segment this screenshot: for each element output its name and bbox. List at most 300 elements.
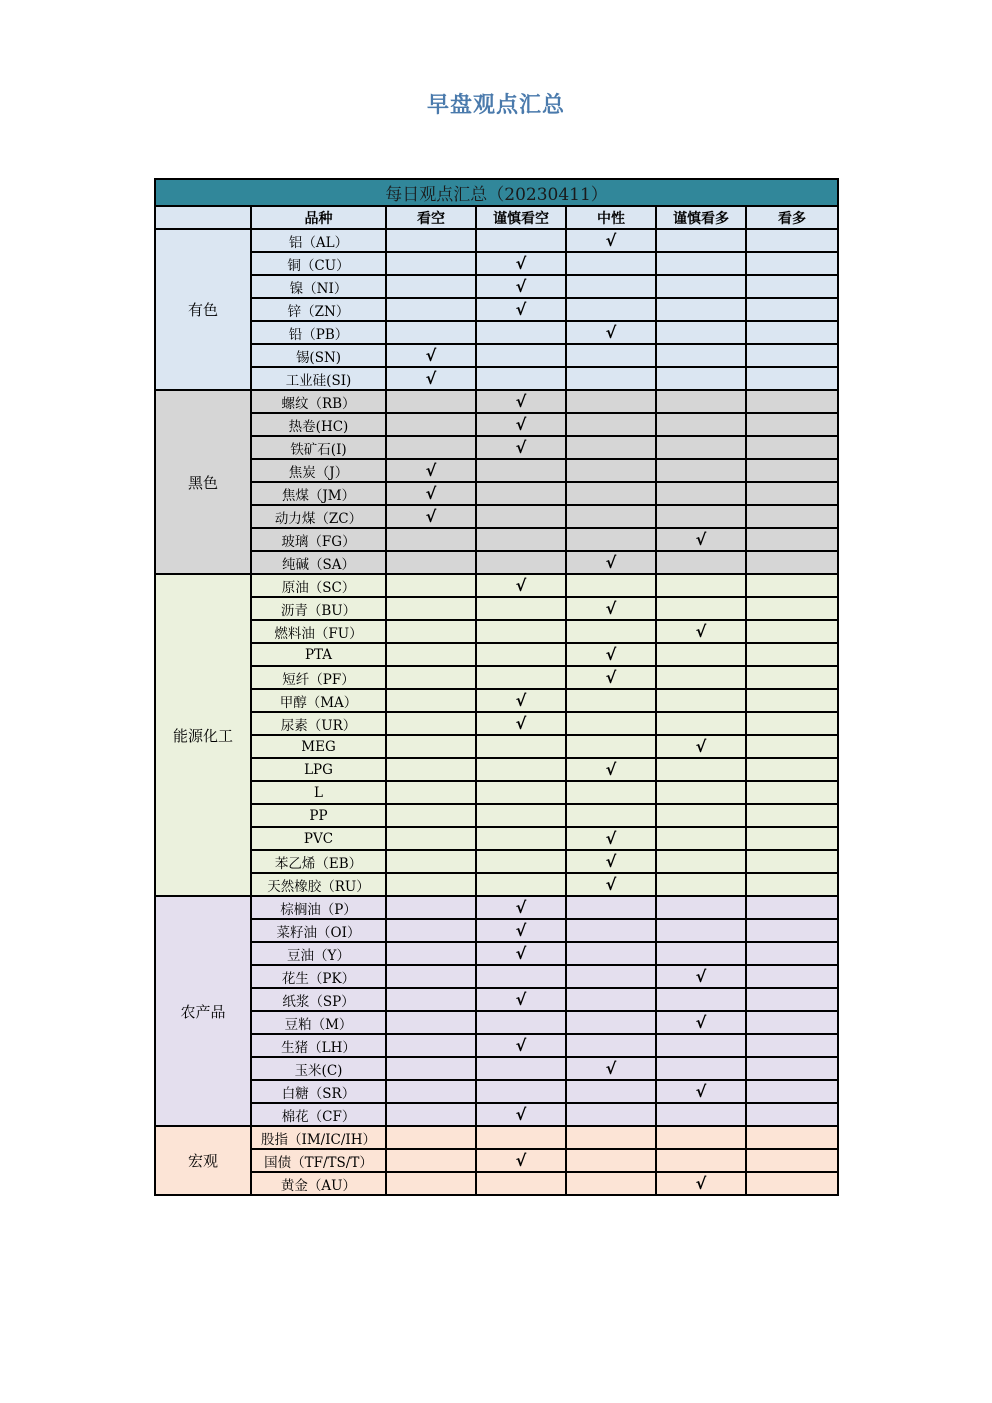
view-cell <box>476 712 566 735</box>
view-cell <box>476 873 566 896</box>
view-cell <box>656 873 746 896</box>
product-cell: 豆粕（M） <box>251 1011 386 1034</box>
view-cell <box>746 1126 838 1149</box>
product-cell: 工业硅(SI) <box>251 367 386 390</box>
view-cell <box>656 344 746 367</box>
product-cell: 纯碱（SA） <box>251 551 386 574</box>
view-cell <box>656 712 746 735</box>
table-row <box>155 298 838 321</box>
view-cell <box>566 1126 656 1149</box>
table-row <box>155 344 838 367</box>
table-row <box>155 643 838 666</box>
view-cell <box>566 344 656 367</box>
daily-view-summary-table <box>154 178 839 1196</box>
view-cell <box>656 666 746 689</box>
view-cell <box>746 712 838 735</box>
view-cell <box>566 551 656 574</box>
view-cell <box>476 896 566 919</box>
view-cell <box>746 896 838 919</box>
view-cell <box>476 229 566 252</box>
check-mark-icon: √ <box>515 576 527 595</box>
view-cell <box>566 252 656 275</box>
product-cell: 生猪（LH） <box>251 1034 386 1057</box>
table-row <box>155 252 838 275</box>
view-cell <box>566 459 656 482</box>
check-mark-icon: √ <box>695 1082 707 1101</box>
view-cell <box>476 689 566 712</box>
view-cell <box>656 505 746 528</box>
view-cell <box>746 827 838 850</box>
view-cell <box>746 344 838 367</box>
view-cell <box>386 482 476 505</box>
view-cell <box>656 252 746 275</box>
view-cell <box>746 758 838 781</box>
view-cell <box>656 459 746 482</box>
view-cell <box>566 413 656 436</box>
check-mark-icon: √ <box>695 1013 707 1032</box>
product-cell: L <box>251 781 386 804</box>
table-row <box>155 919 838 942</box>
column-header-cautious-bearish: 谨慎看空 <box>476 206 566 229</box>
view-cell <box>656 482 746 505</box>
check-mark-icon: √ <box>605 553 617 572</box>
view-cell <box>746 482 838 505</box>
check-mark-icon: √ <box>515 898 527 917</box>
product-cell: PP <box>251 804 386 827</box>
product-cell: 铁矿石(I) <box>251 436 386 459</box>
view-cell <box>746 298 838 321</box>
table-row <box>155 1057 838 1080</box>
table-row <box>155 689 838 712</box>
view-cell <box>476 597 566 620</box>
view-cell <box>656 781 746 804</box>
view-cell <box>566 873 656 896</box>
product-cell: 纸浆（SP） <box>251 988 386 1011</box>
table-row <box>155 229 838 252</box>
product-cell: 棉花（CF） <box>251 1103 386 1126</box>
view-cell <box>566 896 656 919</box>
view-cell <box>386 919 476 942</box>
view-cell <box>746 643 838 666</box>
view-cell <box>656 1126 746 1149</box>
view-cell <box>656 597 746 620</box>
view-cell <box>656 436 746 459</box>
product-cell: 国债（TF/TS/T） <box>251 1149 386 1172</box>
product-cell: 玉米(C) <box>251 1057 386 1080</box>
view-cell <box>656 1057 746 1080</box>
view-cell <box>476 850 566 873</box>
view-cell <box>656 735 746 758</box>
view-cell <box>386 436 476 459</box>
product-cell: PTA <box>251 643 386 666</box>
product-cell: 沥青（BU） <box>251 597 386 620</box>
check-mark-icon: √ <box>605 829 617 848</box>
check-mark-icon: √ <box>695 1174 707 1193</box>
view-cell <box>386 551 476 574</box>
view-cell <box>566 1034 656 1057</box>
view-cell <box>566 1149 656 1172</box>
view-cell <box>476 1103 566 1126</box>
view-cell <box>386 252 476 275</box>
view-cell <box>386 965 476 988</box>
product-cell: 尿素（UR） <box>251 712 386 735</box>
view-cell <box>386 1011 476 1034</box>
view-cell <box>476 1011 566 1034</box>
view-cell <box>566 919 656 942</box>
view-cell <box>656 988 746 1011</box>
view-cell <box>386 735 476 758</box>
view-cell <box>566 367 656 390</box>
view-cell <box>566 804 656 827</box>
view-cell <box>746 367 838 390</box>
view-cell <box>386 643 476 666</box>
view-cell <box>476 919 566 942</box>
view-cell <box>476 482 566 505</box>
view-cell <box>656 896 746 919</box>
view-cell <box>656 1011 746 1034</box>
view-cell <box>386 413 476 436</box>
view-cell <box>746 413 838 436</box>
view-cell <box>566 298 656 321</box>
check-mark-icon: √ <box>515 990 527 1009</box>
view-cell <box>476 390 566 413</box>
table-row <box>155 620 838 643</box>
view-cell <box>476 298 566 321</box>
table-row <box>155 390 838 413</box>
view-cell <box>386 528 476 551</box>
table-row <box>155 1011 838 1034</box>
view-cell <box>746 574 838 597</box>
view-cell <box>746 459 838 482</box>
view-cell <box>746 689 838 712</box>
table-row <box>155 758 838 781</box>
view-cell <box>566 620 656 643</box>
view-cell <box>476 735 566 758</box>
view-cell <box>386 1103 476 1126</box>
view-cell <box>386 712 476 735</box>
view-cell <box>656 1149 746 1172</box>
view-cell <box>566 275 656 298</box>
view-cell <box>476 666 566 689</box>
view-cell <box>566 1011 656 1034</box>
table-row <box>155 1149 838 1172</box>
check-mark-icon: √ <box>515 1105 527 1124</box>
view-cell <box>476 620 566 643</box>
product-cell: 燃料油（FU） <box>251 620 386 643</box>
view-cell <box>386 1126 476 1149</box>
check-mark-icon: √ <box>515 921 527 940</box>
view-cell <box>386 1172 476 1195</box>
product-cell: 豆油（Y） <box>251 942 386 965</box>
category-cell: 宏观 <box>155 1126 251 1195</box>
table-row <box>155 850 838 873</box>
product-cell: 天然橡胶（RU） <box>251 873 386 896</box>
check-mark-icon: √ <box>605 852 617 871</box>
product-cell: 玻璃（FG） <box>251 528 386 551</box>
product-cell: 锡(SN) <box>251 344 386 367</box>
view-cell <box>386 597 476 620</box>
view-cell <box>656 919 746 942</box>
view-cell <box>746 275 838 298</box>
view-cell <box>386 1057 476 1080</box>
table-row <box>155 597 838 620</box>
view-cell <box>746 1149 838 1172</box>
category-cell: 能源化工 <box>155 574 251 896</box>
view-cell <box>746 735 838 758</box>
table-row <box>155 505 838 528</box>
table-row <box>155 988 838 1011</box>
view-cell <box>476 367 566 390</box>
view-cell <box>746 873 838 896</box>
table-row <box>155 942 838 965</box>
check-mark-icon: √ <box>515 944 527 963</box>
table-row <box>155 712 838 735</box>
view-cell <box>476 1080 566 1103</box>
view-cell <box>476 643 566 666</box>
view-cell <box>566 781 656 804</box>
check-mark-icon: √ <box>425 369 437 388</box>
column-header-neutral: 中性 <box>566 206 656 229</box>
view-cell <box>386 344 476 367</box>
view-cell <box>656 321 746 344</box>
product-cell: 棕榈油（P） <box>251 896 386 919</box>
table-row <box>155 574 838 597</box>
view-cell <box>476 551 566 574</box>
view-cell <box>386 574 476 597</box>
view-cell <box>566 436 656 459</box>
table-row <box>155 1172 838 1195</box>
view-cell <box>566 505 656 528</box>
page-title: 早盘观点汇总 <box>426 93 565 118</box>
view-cell <box>746 252 838 275</box>
table-row <box>155 275 838 298</box>
view-cell <box>386 1034 476 1057</box>
view-cell <box>386 781 476 804</box>
view-cell <box>476 965 566 988</box>
column-header-product: 品种 <box>251 206 386 229</box>
check-mark-icon: √ <box>605 645 617 664</box>
check-mark-icon: √ <box>515 392 527 411</box>
category-cell: 农产品 <box>155 896 251 1126</box>
view-cell <box>566 712 656 735</box>
view-cell <box>656 643 746 666</box>
column-header-bearish: 看空 <box>386 206 476 229</box>
view-cell <box>656 528 746 551</box>
view-cell <box>476 321 566 344</box>
view-cell <box>476 252 566 275</box>
table-row <box>155 1126 838 1149</box>
table-row <box>155 528 838 551</box>
view-cell <box>476 1034 566 1057</box>
view-cell <box>386 873 476 896</box>
view-cell <box>566 528 656 551</box>
view-cell <box>566 229 656 252</box>
view-cell <box>386 367 476 390</box>
table-row <box>155 666 838 689</box>
check-mark-icon: √ <box>425 507 437 526</box>
view-cell <box>566 597 656 620</box>
view-cell <box>656 1172 746 1195</box>
view-cell <box>386 275 476 298</box>
table-row <box>155 735 838 758</box>
check-mark-icon: √ <box>515 415 527 434</box>
table-row <box>155 1080 838 1103</box>
view-cell <box>746 942 838 965</box>
view-cell <box>476 758 566 781</box>
view-cell <box>746 965 838 988</box>
table-row <box>155 1034 838 1057</box>
view-cell <box>746 1103 838 1126</box>
table-row <box>155 321 838 344</box>
view-cell <box>656 1080 746 1103</box>
view-cell <box>566 850 656 873</box>
view-cell <box>386 1080 476 1103</box>
check-mark-icon: √ <box>695 967 707 986</box>
view-cell <box>746 919 838 942</box>
check-mark-icon: √ <box>515 438 527 457</box>
category-header-blank <box>155 206 251 229</box>
table-title: 每日观点汇总（20230411） <box>155 179 838 206</box>
view-cell <box>746 1034 838 1057</box>
view-cell <box>476 574 566 597</box>
product-cell: PVC <box>251 827 386 850</box>
view-cell <box>386 804 476 827</box>
view-cell <box>566 942 656 965</box>
product-cell: 苯乙烯（EB） <box>251 850 386 873</box>
product-cell: LPG <box>251 758 386 781</box>
view-cell <box>656 850 746 873</box>
view-cell <box>746 1080 838 1103</box>
view-cell <box>476 528 566 551</box>
view-cell <box>566 735 656 758</box>
check-mark-icon: √ <box>515 714 527 733</box>
view-cell <box>386 390 476 413</box>
view-cell <box>566 689 656 712</box>
view-cell <box>386 942 476 965</box>
view-cell <box>476 988 566 1011</box>
view-cell <box>476 436 566 459</box>
product-cell: 甲醇（MA） <box>251 689 386 712</box>
view-cell <box>386 988 476 1011</box>
table-row <box>155 436 838 459</box>
view-cell <box>386 1149 476 1172</box>
view-cell <box>746 666 838 689</box>
check-mark-icon: √ <box>515 300 527 319</box>
view-cell <box>476 1172 566 1195</box>
view-cell <box>476 1126 566 1149</box>
product-cell: 螺纹（RB） <box>251 390 386 413</box>
view-cell <box>656 574 746 597</box>
view-cell <box>746 781 838 804</box>
view-cell <box>746 229 838 252</box>
category-cell: 黑色 <box>155 390 251 574</box>
view-cell <box>566 390 656 413</box>
view-cell <box>566 482 656 505</box>
view-cell <box>566 988 656 1011</box>
view-cell <box>476 942 566 965</box>
product-cell: 原油（SC） <box>251 574 386 597</box>
category-cell: 有色 <box>155 229 251 390</box>
table-row <box>155 804 838 827</box>
check-mark-icon: √ <box>695 530 707 549</box>
view-cell <box>656 413 746 436</box>
view-cell <box>656 551 746 574</box>
view-cell <box>566 666 656 689</box>
product-cell: 锌（ZN） <box>251 298 386 321</box>
check-mark-icon: √ <box>515 277 527 296</box>
view-cell <box>476 275 566 298</box>
column-header-bullish: 看多 <box>746 206 838 229</box>
table-row <box>155 459 838 482</box>
table-row <box>155 965 838 988</box>
table-row <box>155 551 838 574</box>
view-cell <box>656 367 746 390</box>
view-cell <box>746 321 838 344</box>
check-mark-icon: √ <box>515 1036 527 1055</box>
product-cell: 股指（IM/IC/IH） <box>251 1126 386 1149</box>
view-cell <box>656 804 746 827</box>
view-cell <box>386 298 476 321</box>
view-cell <box>476 827 566 850</box>
view-cell <box>476 413 566 436</box>
view-cell <box>386 321 476 344</box>
product-cell: 花生（PK） <box>251 965 386 988</box>
column-header-row <box>155 206 838 229</box>
view-cell <box>566 321 656 344</box>
column-header-cautious-bullish: 谨慎看多 <box>656 206 746 229</box>
view-cell <box>566 758 656 781</box>
view-cell <box>386 896 476 919</box>
check-mark-icon: √ <box>515 691 527 710</box>
view-cell <box>386 850 476 873</box>
view-cell <box>656 942 746 965</box>
view-cell <box>656 229 746 252</box>
product-cell: 黄金（AU） <box>251 1172 386 1195</box>
view-cell <box>386 505 476 528</box>
view-cell <box>746 988 838 1011</box>
product-cell: 焦炭（J） <box>251 459 386 482</box>
view-cell <box>566 1172 656 1195</box>
view-cell <box>746 551 838 574</box>
view-cell <box>746 850 838 873</box>
product-cell: MEG <box>251 735 386 758</box>
check-mark-icon: √ <box>425 484 437 503</box>
check-mark-icon: √ <box>605 760 617 779</box>
view-cell <box>746 505 838 528</box>
view-cell <box>656 275 746 298</box>
view-cell <box>386 758 476 781</box>
product-cell: 动力煤（ZC） <box>251 505 386 528</box>
view-cell <box>656 965 746 988</box>
view-cell <box>746 804 838 827</box>
table-body <box>155 229 838 1195</box>
view-cell <box>476 781 566 804</box>
table-row <box>155 827 838 850</box>
product-cell: 铜（CU） <box>251 252 386 275</box>
check-mark-icon: √ <box>695 622 707 641</box>
check-mark-icon: √ <box>425 346 437 365</box>
check-mark-icon: √ <box>425 461 437 480</box>
table-row <box>155 413 838 436</box>
view-cell <box>566 965 656 988</box>
view-cell <box>386 666 476 689</box>
product-cell: 铝（AL） <box>251 229 386 252</box>
product-cell: 短纤（PF） <box>251 666 386 689</box>
view-cell <box>656 689 746 712</box>
check-mark-icon: √ <box>605 668 617 687</box>
check-mark-icon: √ <box>605 231 617 250</box>
view-cell <box>476 1057 566 1080</box>
